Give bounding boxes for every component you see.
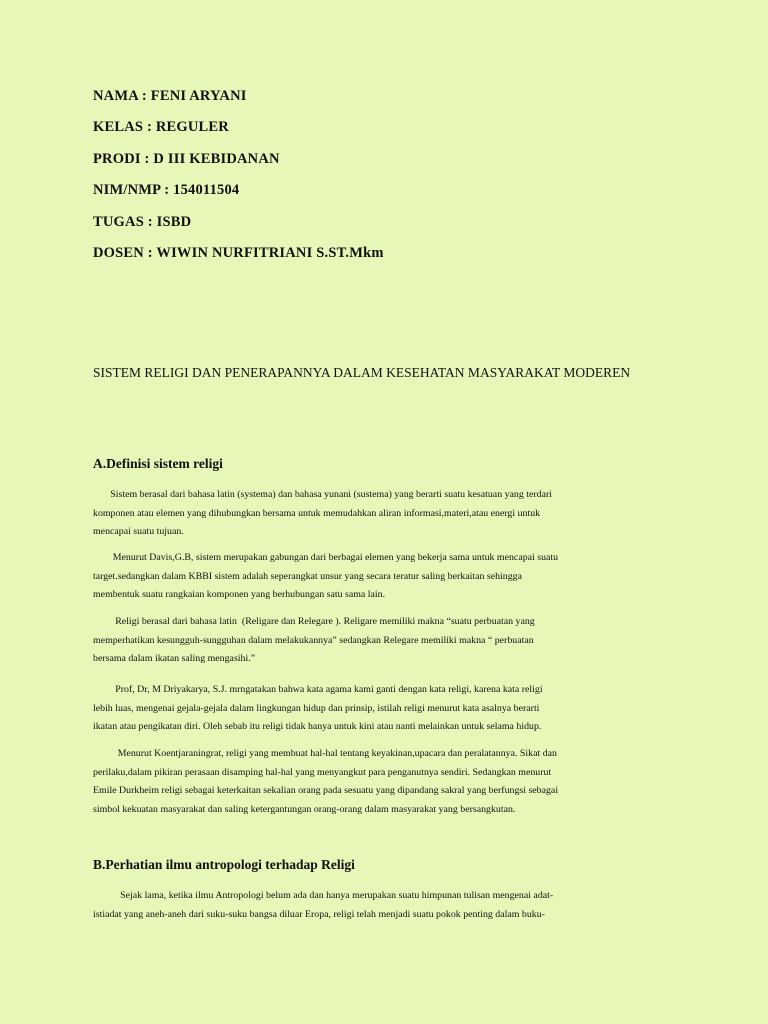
text-line: Sejak lama, ketika ilmu Antropologi belum ada dan hanya merupakan suatu himpunan tulisan mengenai adat- <box>93 890 554 901</box>
student-id: NIM/NMP : 154011504 <box>93 182 240 198</box>
assignment: TUGAS : ISBD <box>93 214 192 230</box>
section-a-heading: A.Definisi sistem religi <box>93 456 223 471</box>
section-a-paragraph-5 <box>93 745 763 819</box>
text-line: lebih luas, mengenai gejala-gejala dalam lingkungan hidup dan prinsip, istilah religi menurut kata asalnya berarti <box>93 702 540 714</box>
student-name: NAMA : FENI ARYANI <box>93 88 247 104</box>
text-line: target.sedangkan dalam KBBI sistem adalah seperangkat unsur yang secara teratur saling berkaitan sehingga <box>93 570 522 582</box>
text-line: simbol kekuatan masyarakat dan saling ketergantungan orang-orang dalam masyarakat yang bersangkutan. <box>93 803 516 815</box>
text-line: Sistem berasal dari bahasa latin (systema) dan bahasa yunani (sustema) yang berarti suatu kesatuan yang terdari <box>93 489 553 500</box>
student-class: KELAS : REGULER <box>93 119 229 135</box>
text-line: Menurut Koentjaraningrat, religi yang membuat hal-hal tentang keyakinan,upacara dan peralatannya. Sikat dan <box>93 748 557 759</box>
section-a-paragraph-3 <box>93 613 763 669</box>
text-line: Prof, Dr, M Driyakarya, S.J. mrngatakan bahwa kata agama kami ganti dengan kata religi, karena kata religi <box>93 684 543 695</box>
text-line: ikatan atau pengikatan diri. Oleh sebab itu religi tidak hanya untuk kini atau nanti melainkan untuk selama hidup. <box>93 721 542 732</box>
study-program: PRODI : D III KEBIDANAN <box>93 151 280 167</box>
document-title: SISTEM RELIGI DAN PENERAPANNYA DALAM KESEHATAN MASYARAKAT MODEREN <box>93 365 631 380</box>
text-line: mencapai suatu tujuan. <box>93 526 184 537</box>
text-line: memperhatikan kesungguh-sungguhan dalam melakukannya” sedangkan Relegare memiliki makna “ perbuatan <box>93 634 534 646</box>
text-line: Religi berasal dari bahasa latin (Religare dan Relegare ). Religare memiliki makna “suatu perbuatan yang <box>93 616 535 627</box>
text-line: Emile Durkheim religi sebagai keterkaitan sekalian orang pada sesuatu yang dipandang sakral yang berfungsi sebagai <box>93 785 559 796</box>
section-b-heading: B.Perhatian ilmu antropologi terhadap Religi <box>93 857 355 872</box>
section-a-paragraph-4 <box>93 681 763 737</box>
text-line: bersama dalam ikatan saling mengasihi.” <box>93 653 256 664</box>
lecturer: DOSEN : WIWIN NURFITRIANI S.ST.Mkm <box>93 245 384 261</box>
section-b-paragraph-1 <box>93 887 763 924</box>
text-line: perilaku,dalam pikiran perasaan disamping hal-hal yang menyangkut para penganutnya sendiri. Sedangkan menurut <box>93 766 552 778</box>
text-line: komponen atau elemen yang dihubungkan bersama untuk memudahkan aliran informasi,materi,atau energi untuk <box>93 507 541 519</box>
text-line: istiadat yang aneh-aneh dari suku-suku bangsa diluar Eropa, religi telah menjadi suatu pokok penting dalam buku- <box>93 908 545 920</box>
text-line: Menurut Davis,G.B, sistem merupakan gabungan dari berbagai elemen yang bekerja sama untuk mencapai suatu <box>93 552 559 563</box>
section-a-paragraph-2 <box>93 549 763 605</box>
section-a-paragraph-1 <box>93 486 763 542</box>
text-line: membentuk suatu rangkaian komponen yang berhubungan satu sama lain. <box>93 589 386 600</box>
